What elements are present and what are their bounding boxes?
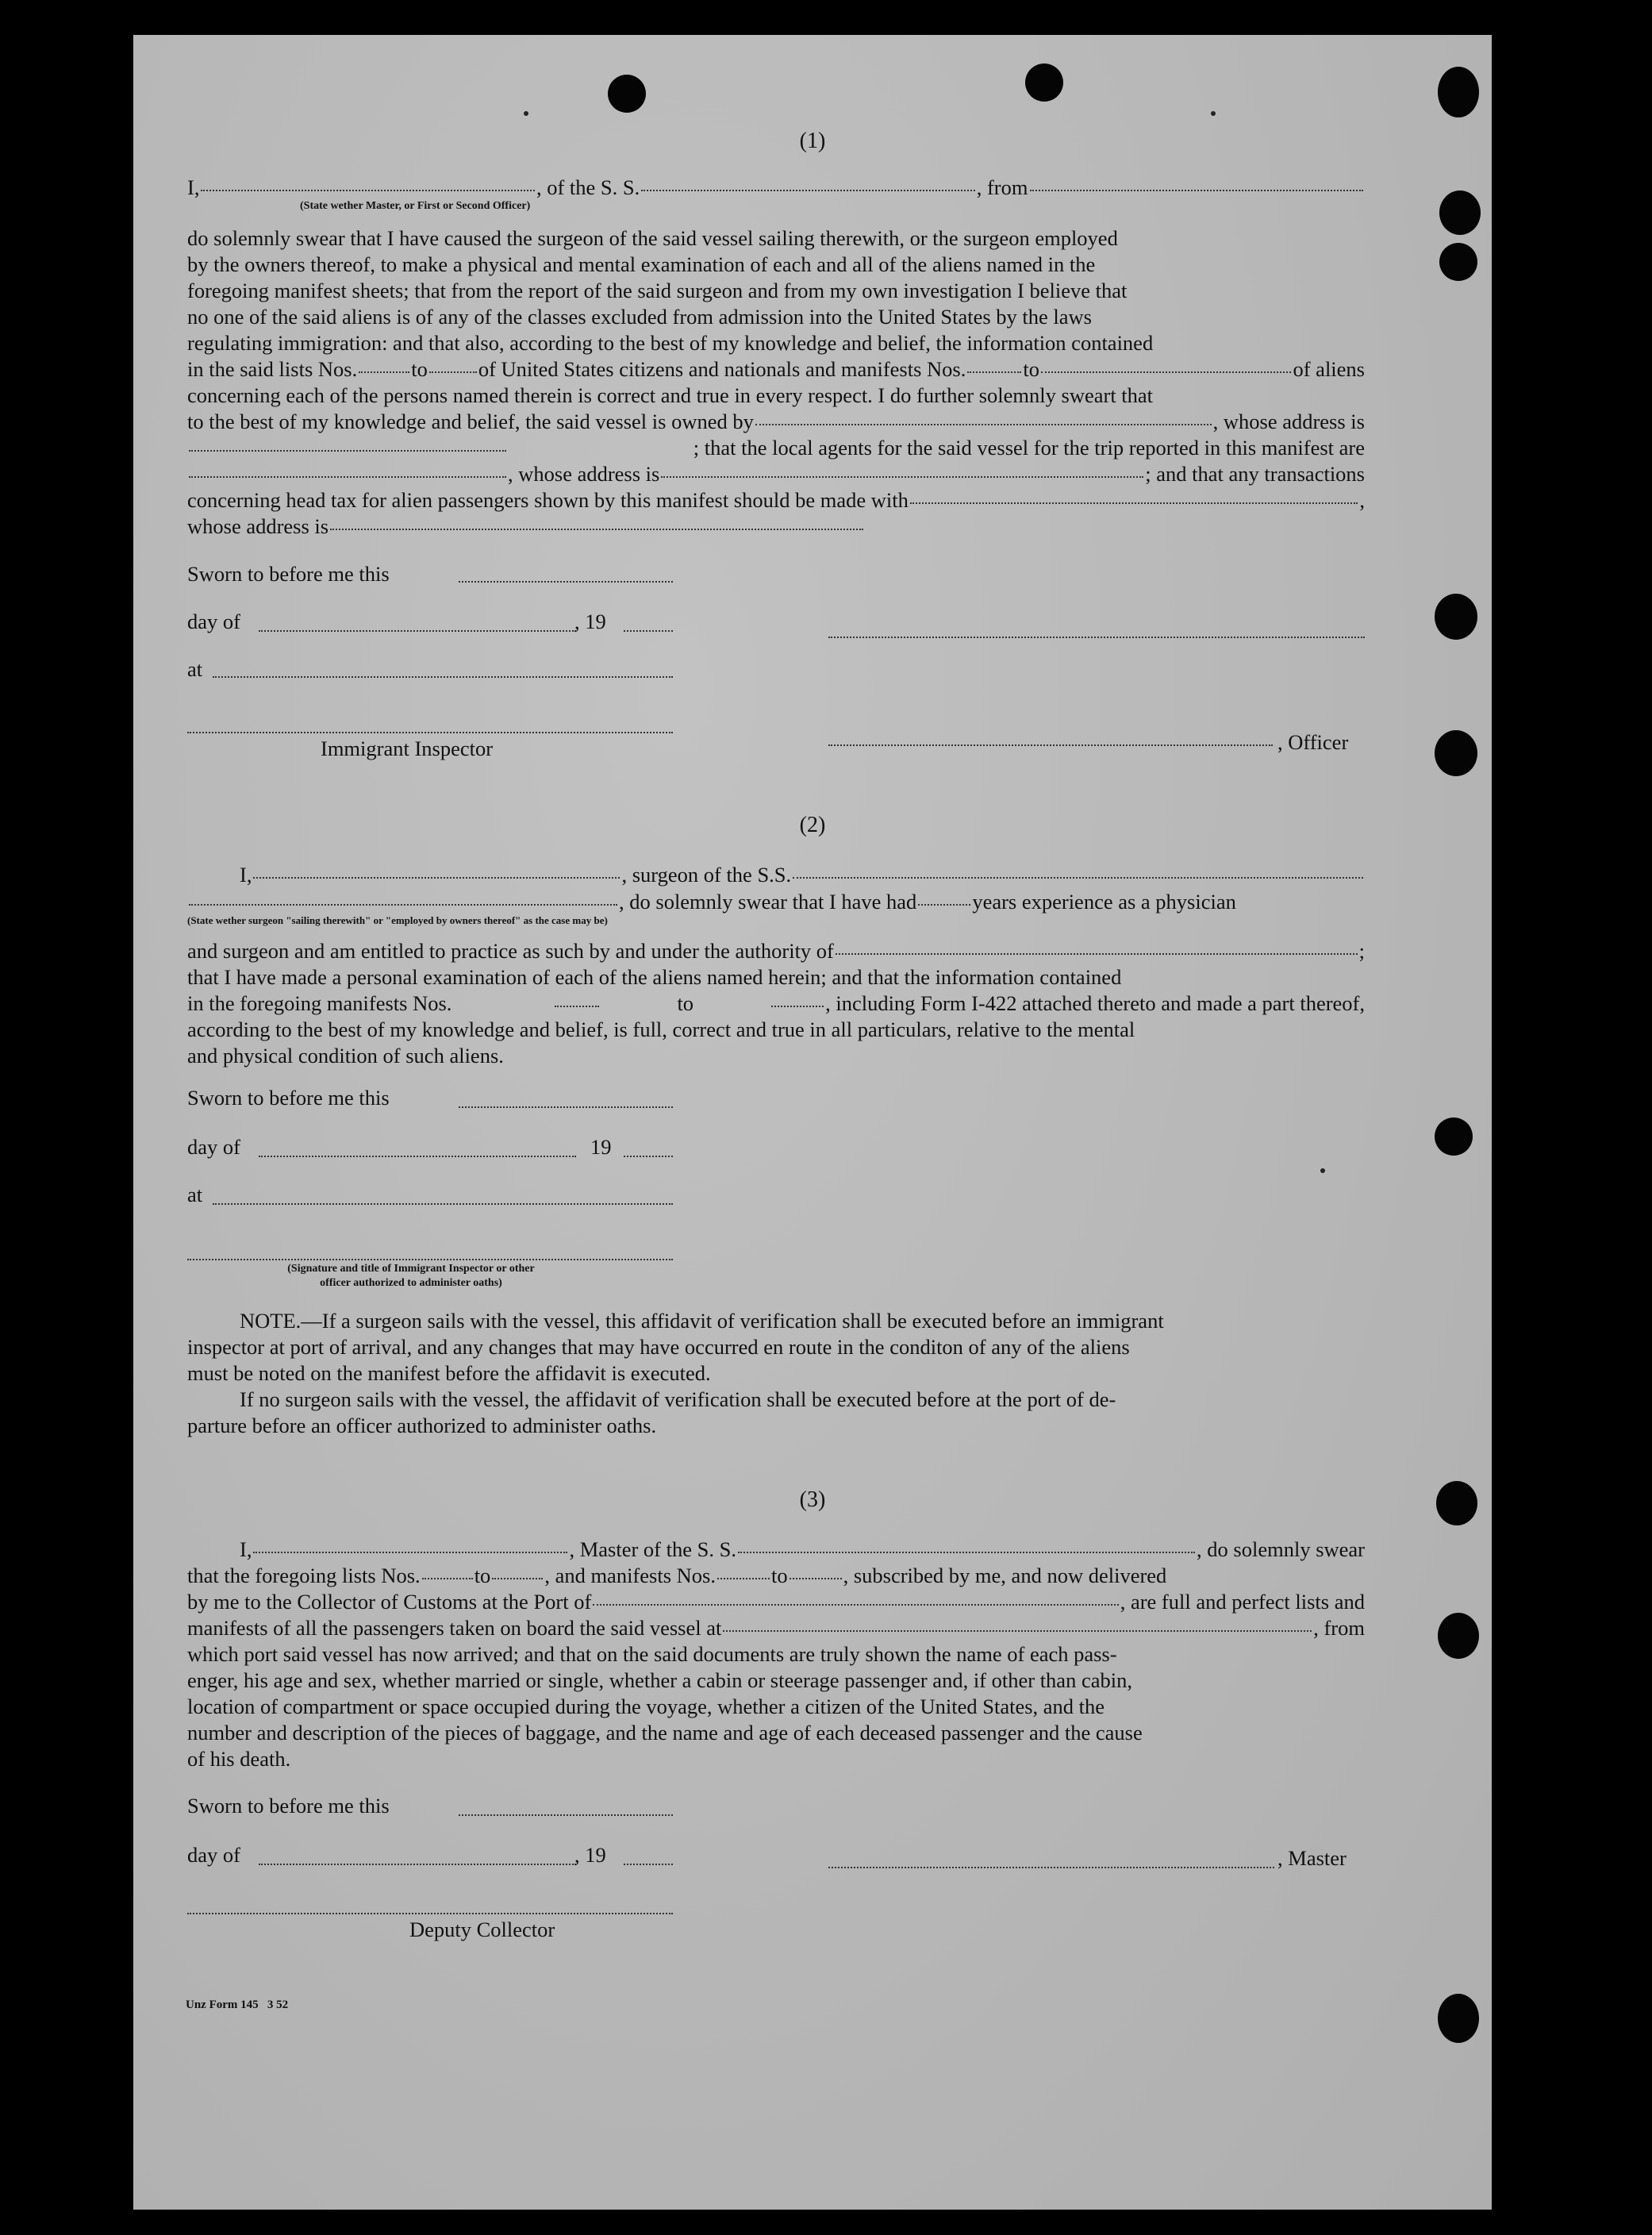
s1-sworn-label: Sworn to before me this [187, 562, 390, 586]
officer-title-field[interactable] [201, 188, 534, 191]
surgeon-name-field[interactable] [253, 875, 620, 879]
s1-at-field[interactable] [213, 675, 673, 678]
s2-at-field[interactable] [213, 1202, 673, 1205]
s3-vessel-field[interactable] [738, 1550, 1195, 1553]
officer-name-field[interactable] [828, 743, 1273, 746]
section-2-number: (2) [799, 813, 826, 837]
s1-day-of-label: day of [187, 610, 240, 633]
speck [524, 111, 528, 116]
s2-manifest-from-field[interactable] [555, 1004, 599, 1007]
head-tax-address-field[interactable] [330, 527, 863, 530]
master-label: , Master [1277, 1846, 1347, 1870]
note-line-3: must be noted on the manifest before the affidavit is executed. [187, 1361, 711, 1385]
owner-address-field[interactable] [189, 448, 506, 452]
s2-signature-field[interactable] [187, 1257, 673, 1260]
punch-hole [1438, 67, 1479, 117]
punch-hole [1435, 730, 1477, 776]
section-1-number: (1) [799, 129, 826, 153]
note-line-2: inspector at port of arrival, and any changes that may have occurred en route in the conditon of any of the aliens [187, 1335, 1130, 1359]
s1-day-field[interactable] [259, 629, 576, 632]
s2-p2: that I have made a personal examination of each of the aliens named herein; and that the information contained [187, 965, 1122, 989]
citizen-list-from-field[interactable] [359, 370, 409, 373]
s3-list-to-field[interactable] [492, 1576, 543, 1579]
s1-p9: ; that the local agents for the said vessel for the trip reported in this manifest are [187, 435, 1365, 461]
punch-hole [1439, 190, 1481, 235]
s3-line1: I, , Master of the S. S. , do solemnly swear [240, 1537, 1365, 1561]
s1-sworn-date-field[interactable] [459, 579, 673, 583]
s3-manifest-to-field[interactable] [790, 1576, 842, 1579]
citizen-list-to-field[interactable] [429, 370, 477, 373]
s3-year-field[interactable] [624, 1862, 673, 1865]
punch-hole [1025, 63, 1063, 102]
local-agents-field[interactable] [189, 475, 506, 478]
s2-year-label: 19 [590, 1135, 612, 1159]
surgeon-type-field[interactable] [189, 902, 617, 906]
form-id: Unz Form 145 3 52 [186, 1998, 289, 2011]
s2-sworn-label: Sworn to before me this [187, 1086, 390, 1110]
s3-sworn-date-field[interactable] [459, 1813, 673, 1816]
officer-label: , Officer [1277, 730, 1349, 754]
s2-line2-note: (State wether surgeon "sailing therewith" or "employed by owners thereof" as the case may be) [187, 914, 608, 926]
form-sheet [133, 35, 1492, 2210]
note-line-1: NOTE.—If a surgeon sails with the vessel, this affidavit of verification shall be executed before an immigrant [240, 1309, 1164, 1333]
s3-day-of-label: day of [187, 1843, 240, 1867]
punch-hole [608, 75, 646, 113]
punch-hole [1438, 1613, 1479, 1659]
s2-p1: and surgeon and am entitled to practice as such by and under the authority of ; [187, 939, 1365, 963]
inspector-signature-field[interactable] [187, 730, 673, 733]
s2-p4: according to the best of my knowledge and belief, is full, correct and true in all particulars, relative to the mental [187, 1017, 1135, 1041]
s3-p5: enger, his age and sex, whether married or single, whether a cabin or steerage passenger and, if other than cabin, [187, 1668, 1132, 1692]
s1-p4: no one of the said aliens is of any of the classes excluded from admission into the United States by the laws [187, 305, 1092, 329]
s2-sworn-date-field[interactable] [459, 1105, 673, 1108]
punch-hole [1439, 243, 1477, 281]
s1-p5: regulating immigration: and that also, according to the best of my knowledge and belief, the information contained [187, 331, 1154, 355]
from-port-field[interactable] [1030, 188, 1363, 191]
section-3-number: (3) [799, 1487, 826, 1512]
s3-manifest-from-field[interactable] [717, 1576, 770, 1579]
s2-vessel-field[interactable] [793, 875, 1363, 879]
s2-p5: and physical condition of such aliens. [187, 1044, 504, 1067]
punch-hole [1438, 1994, 1479, 2043]
officer-signature-field[interactable] [828, 635, 1365, 638]
s3-day-field[interactable] [259, 1862, 576, 1865]
s2-signature-note: (Signature and title of Immigrant Inspector or other officer authorized to administer oaths) [287, 1263, 535, 1289]
s1-p7: concerning each of the persons named therein is correct and true in every respect. I do further solemnly sweart that [187, 383, 1154, 407]
alien-manifest-from-field[interactable] [967, 370, 1021, 373]
s1-at-label: at [187, 657, 203, 681]
s3-p4: which port said vessel has now arrived; and that on the said documents are truly shown the name of each pass- [187, 1642, 1117, 1666]
deputy-collector-label: Deputy Collector [409, 1918, 555, 1941]
years-experience-field[interactable] [918, 902, 970, 906]
s1-p10: , whose address is ; and that any transactions [187, 461, 1365, 487]
punch-hole [1435, 594, 1477, 640]
boarding-port-field[interactable] [723, 1629, 1312, 1632]
s3-p6: location of compartment or space occupied during the voyage, whether a citizen of the United States, and the [187, 1695, 1105, 1718]
s1-p11: concerning head tax for alien passengers shown by this manifest should be made with , [187, 488, 1365, 512]
practice-authority-field[interactable] [836, 952, 1358, 955]
speck [1320, 1168, 1325, 1173]
s3-p8: of his death. [187, 1747, 291, 1771]
s2-at-label: at [187, 1183, 203, 1206]
s1-line1-note: (State wether Master, or First or Second Officer) [300, 200, 531, 212]
vessel-name-field[interactable] [641, 188, 974, 191]
vessel-owner-field[interactable] [755, 422, 1212, 425]
s1-line1: I, , of the S. S. , from [187, 175, 1365, 201]
s1-p8: to the best of my knowledge and belief, the said vessel is owned by , whose address is [187, 410, 1365, 433]
master-signature-field[interactable] [828, 1865, 1274, 1868]
head-tax-party-field[interactable] [910, 501, 1358, 504]
agents-address-field[interactable] [661, 475, 1143, 478]
s3-list-from-field[interactable] [422, 1576, 473, 1579]
note-line-5: parture before an officer authorized to administer oaths. [187, 1414, 657, 1437]
s2-day-of-label: day of [187, 1135, 240, 1159]
s1-year-label: , 19 [574, 610, 606, 633]
port-of-arrival-field[interactable] [593, 1602, 1118, 1606]
s1-p6: in the said lists Nos. to of United States citizens and nationals and manifests Nos. to of aliens [187, 357, 1365, 381]
speck [1211, 111, 1216, 116]
s3-p1: that the foregoing lists Nos. to , and manifests Nos. to , subscribed by me, and now delivered [187, 1564, 1167, 1587]
s2-line1: I, , surgeon of the S.S. [187, 862, 1365, 888]
s2-manifest-to-field[interactable] [771, 1004, 824, 1007]
punch-hole [1435, 1118, 1473, 1156]
master-name-field[interactable] [253, 1550, 567, 1553]
s3-year-label: , 19 [574, 1843, 606, 1867]
s1-p2: by the owners thereof, to make a physical and mental examination of each and all of the aliens named in the [187, 252, 1096, 276]
s1-p12: whose address is [187, 514, 1365, 540]
alien-manifest-to-field[interactable] [1041, 370, 1291, 373]
immigrant-inspector-label: Immigrant Inspector [321, 737, 494, 760]
s3-p2: by me to the Collector of Customs at the Port of , are full and perfect lists and [187, 1590, 1365, 1614]
s3-p7: number and description of the pieces of baggage, and the name and age of each deceased passenger and the cause [187, 1721, 1143, 1745]
s1-p1: do solemnly swear that I have caused the surgeon of the said vessel sailing therewith, or the surgeon employed [187, 226, 1118, 250]
s1-year-field[interactable] [624, 629, 673, 632]
s1-p3: foregoing manifest sheets; that from the report of the said surgeon and from my own investigation I believe that [187, 279, 1128, 302]
s2-p3: in the foregoing manifests Nos. to , including Form I-422 attached thereto and made a part thereof, [187, 991, 1365, 1015]
s3-p3: manifests of all the passengers taken on board the said vessel at , from [187, 1616, 1365, 1640]
collector-signature-field[interactable] [187, 1911, 673, 1914]
s2-year-field[interactable] [624, 1154, 673, 1157]
s2-day-field[interactable] [259, 1154, 576, 1157]
note-line-4: If no surgeon sails with the vessel, the affidavit of verification shall be executed before at the port of de- [240, 1387, 1116, 1411]
s3-sworn-label: Sworn to before me this [187, 1794, 390, 1818]
s2-line2: , do solemnly swear that I have had years experience as a physician [187, 889, 1365, 915]
